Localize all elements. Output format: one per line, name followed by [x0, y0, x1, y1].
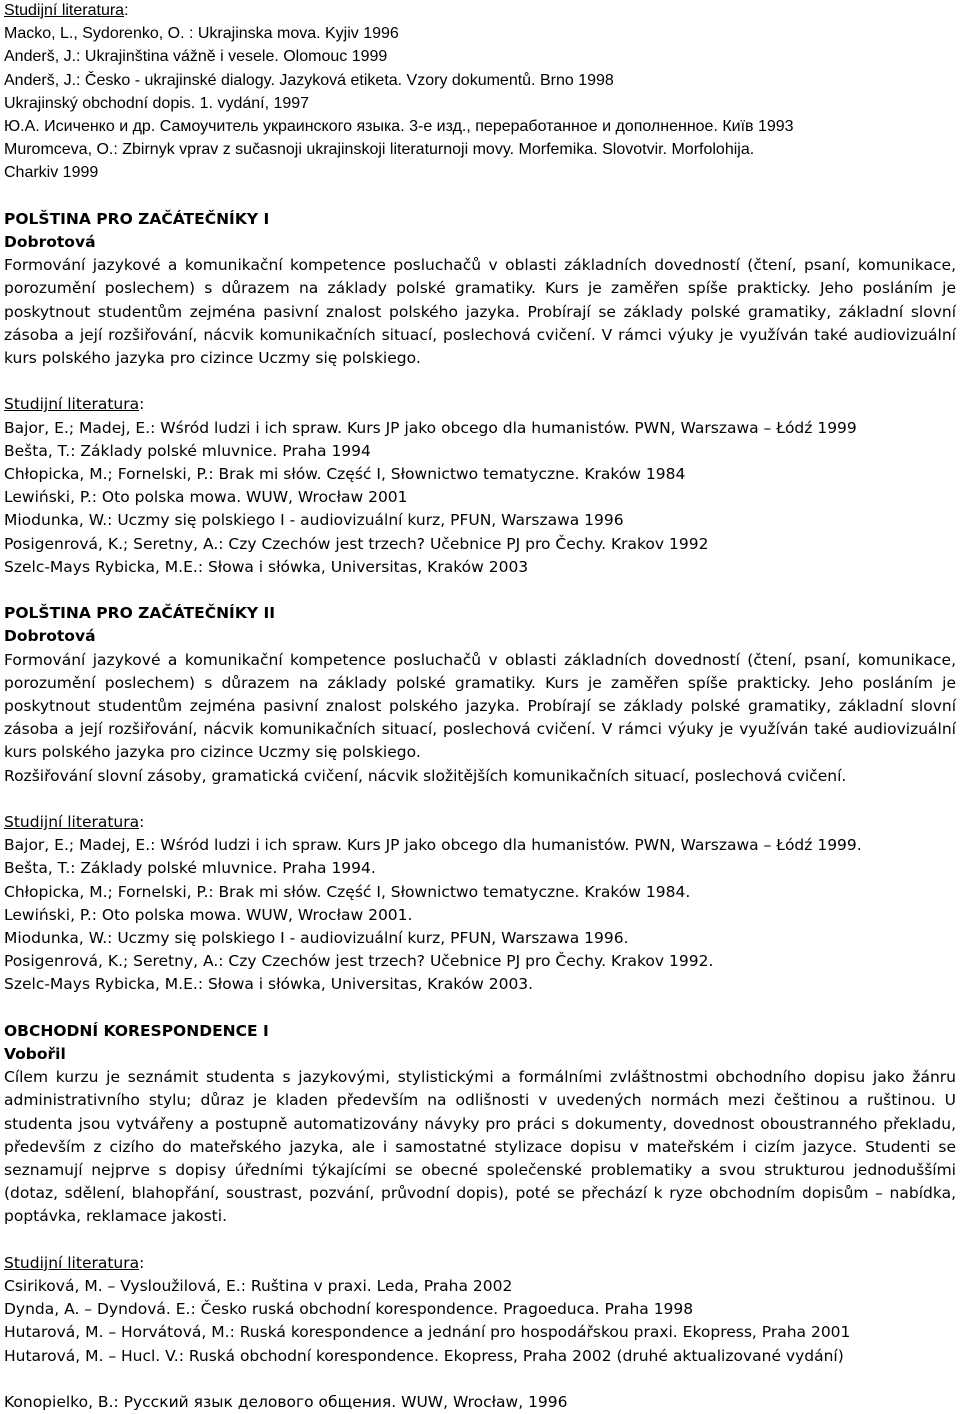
literature-entry: Szelc-Mays Rybicka, M.E.: Słowa i słówka, Universitas, Kraków 2003.: [4, 975, 534, 994]
document-page: [4, 0, 956, 1414]
literature-list: [4, 1275, 956, 1414]
course-title: OBCHODNÍ KORESPONDENCE I: [4, 1021, 269, 1040]
course-section: [4, 1020, 956, 1414]
literature-label: Studijní literatura: [4, 1253, 140, 1272]
literature-heading: Studijní literatura:: [4, 813, 145, 832]
literature-entry: Ю.А. Исиченко и др. Самоучитель украинского языка. 3-е изд., переработанное и дополненное. Київ 1993: [4, 118, 794, 136]
literature-entry: Hutarová, M. – Hucl. V.: Ruská obchodní korespondence. Ekopress, Praha 2002 (druhé aktualizované vydání): [4, 1346, 844, 1365]
course-teacher: Vobořil: [4, 1045, 66, 1064]
literature-entry: Muromceva, O.: Zbirnyk vprav z sučasnoji ukrajinskoji literaturnoji movy. Morfemika. Slovotvir. Morfolohija.: [4, 141, 755, 159]
course-title: POLŠTINA PRO ZAČÁTEČNÍKY II: [4, 604, 275, 623]
course-teacher: Dobrotová: [4, 627, 96, 646]
course-title: POLŠTINA PRO ZAČÁTEČNÍKY I: [4, 209, 270, 228]
literature-list: [4, 834, 956, 996]
literature-list: [4, 417, 956, 579]
literature-label: Studijní literatura: [4, 813, 140, 832]
literature-heading: Studijní literatura:: [4, 1253, 145, 1272]
literature-entry: Konopielko, B.: Русский язык делового общения. WUW, Wrocław, 1996: [4, 1393, 568, 1412]
literature-entry: Anderš, J.: Česko - ukrajinské dialogy. Jazyková etiketa. Vzory dokumentů. Brno 1998: [4, 71, 614, 89]
course-section: [4, 208, 956, 579]
literature-entry: Csiriková, M. – Vysloužilová, E.: Ruština v praxi. Leda, Praha 2002: [4, 1277, 513, 1296]
literature-label: Studijní literatura: [4, 2, 125, 19]
literature-entry: Anderš, J.: Ukrajinština vážně i vesele. Olomouc 1999: [4, 48, 388, 66]
literature-entry: Chłopicka, M.; Fornelski, P.: Brak mi słów. Część I, Słownictwo tematyczne. Kraków 1984: [4, 465, 686, 484]
top-literature: [4, 0, 956, 185]
literature-entry: Bešta, T.: Základy polské mluvnice. Praha 1994: [4, 441, 371, 460]
course-description: Cílem kurzu je seznámit studenta s jazykovými, stylistickými a formálními zvláštnostmi obchodního dopisu jako žánru administrativního stylu; důraz je kladen především na odlišnosti v uvedených normách mezi češtinou a ruštinou. U studenta jsou vytvářeny a postupně automatizovány návyky pro práci s dokumenty, dovednost oboustranného překladu, především z cizího do mateřského jazyka, ale i samostatné stylizace dopisu v mateřském i cizím jazyce. Studenti se seznamují nejprve s dopisy úředními týkajícími se obecné společenské problematiky a svou strukturou jednoduššími (dotaz, sdělení, blahopřání, soustrast, pozvání, průvodní dopis), poté se přechází k ryze obchodním dopisům – nabídka, poptávka, reklamace jakosti.: [4, 1068, 956, 1226]
literature-heading: Studijní literatura:: [4, 2, 129, 19]
literature-entry: Posigenrová, K.; Seretny, A.: Czy Czechów jest trzech? Učebnice PJ pro Čechy. Krakov 1992.: [4, 952, 714, 971]
course-teacher: Dobrotová: [4, 233, 96, 252]
literature-entry: Szelc-Mays Rybicka, M.E.: Słowa i słówka, Universitas, Kraków 2003: [4, 557, 529, 576]
literature-entry: Bajor, E.; Madej, E.: Wśród ludzi i ich spraw. Kurs JP jako obcego dla humanistów. PWN, Warszawa – Łódź 1999: [4, 418, 857, 437]
literature-entry: Bešta, T.: Základy polské mluvnice. Praha 1994.: [4, 859, 376, 878]
course-description: Formování jazykové a komunikační kompetence posluchačů v oblasti základních dovedností (čtení, psaní, komunikace, porozumění poslechem) s důrazem na základy polské gramatiky. Kurs je zaměřen spíše prakticky. Jeho posláním je poskytnout studentům zejména pasivní znalost polského jazyka. Probírají se základy polské gramatiky, základní slovní zásoba a její rozšiřování, nácvik komunikačních situací, poslechová cvičení. V rámci výuky je využíván také audiovizuální kurs polského jazyka pro cizince Uczmy się polskiego.: [4, 650, 956, 762]
course-description-extra: Rozšiřování slovní zásoby, gramatická cvičení, nácvik složitějších komunikačních situací, poslechová cvičení.: [4, 766, 847, 785]
literature-entry: Miodunka, W.: Uczmy się polskiego I - audiovizuální kurz, PFUN, Warszawa 1996: [4, 511, 624, 530]
literature-label: Studijní literatura: [4, 395, 140, 414]
course-section: [4, 602, 956, 996]
literature-entry: Dynda, A. – Dyndová. E.: Česko ruská obchodní korespondence. Pragoeduca. Praha 1998: [4, 1300, 694, 1319]
literature-entry: Charkiv 1999: [4, 164, 99, 182]
literature-entry: Miodunka, W.: Uczmy się polskiego I - audiovizuální kurz, PFUN, Warszawa 1996.: [4, 929, 629, 948]
literature-entry: Ukrajinský obchodní dopis. 1. vydání, 1997: [4, 94, 310, 112]
literature-entry: Posigenrová, K.; Seretny, A.: Czy Czechów jest trzech? Učebnice PJ pro Čechy. Krakov 1992: [4, 534, 709, 553]
literature-entry: Chłopicka, M.; Fornelski, P.: Brak mi słów. Część I, Słownictwo tematyczne. Kraków 1984.: [4, 882, 691, 901]
spacer: [4, 1368, 956, 1391]
literature-entry: Macko, L., Sydorenko, O. : Ukrajinska mova. Kyjiv 1996: [4, 25, 399, 43]
literature-entry: Lewiński, P.: Oto polska mowa. WUW, Wrocław 2001.: [4, 905, 413, 924]
literature-heading: Studijní literatura:: [4, 395, 145, 414]
literature-entry: Lewiński, P.: Oto polska mowa. WUW, Wrocław 2001: [4, 488, 408, 507]
literature-entry: Bajor, E.; Madej, E.: Wśród ludzi i ich spraw. Kurs JP jako obcego dla humanistów. PWN, Warszawa – Łódź 1999.: [4, 836, 862, 855]
course-description: Formování jazykové a komunikační kompetence posluchačů v oblasti základních dovedností (čtení, psaní, komunikace, porozumění poslechem) s důrazem na základy polské gramatiky. Kurs je zaměřen spíše prakticky. Jeho posláním je poskytnout studentům zejména pasivní znalost polského jazyka. Probírají se základy polské gramatiky, základní slovní zásoba a její rozšiřování, nácvik komunikačních situací, poslechová cvičení. V rámci výuky je využíván také audiovizuální kurs polského jazyka pro cizince Uczmy się polskiego.: [4, 256, 956, 368]
literature-entry: Hutarová, M. – Horvátová, M.: Ruská korespondence a jednání pro hospodářskou praxi. Ekopress, Praha 2001: [4, 1323, 851, 1342]
